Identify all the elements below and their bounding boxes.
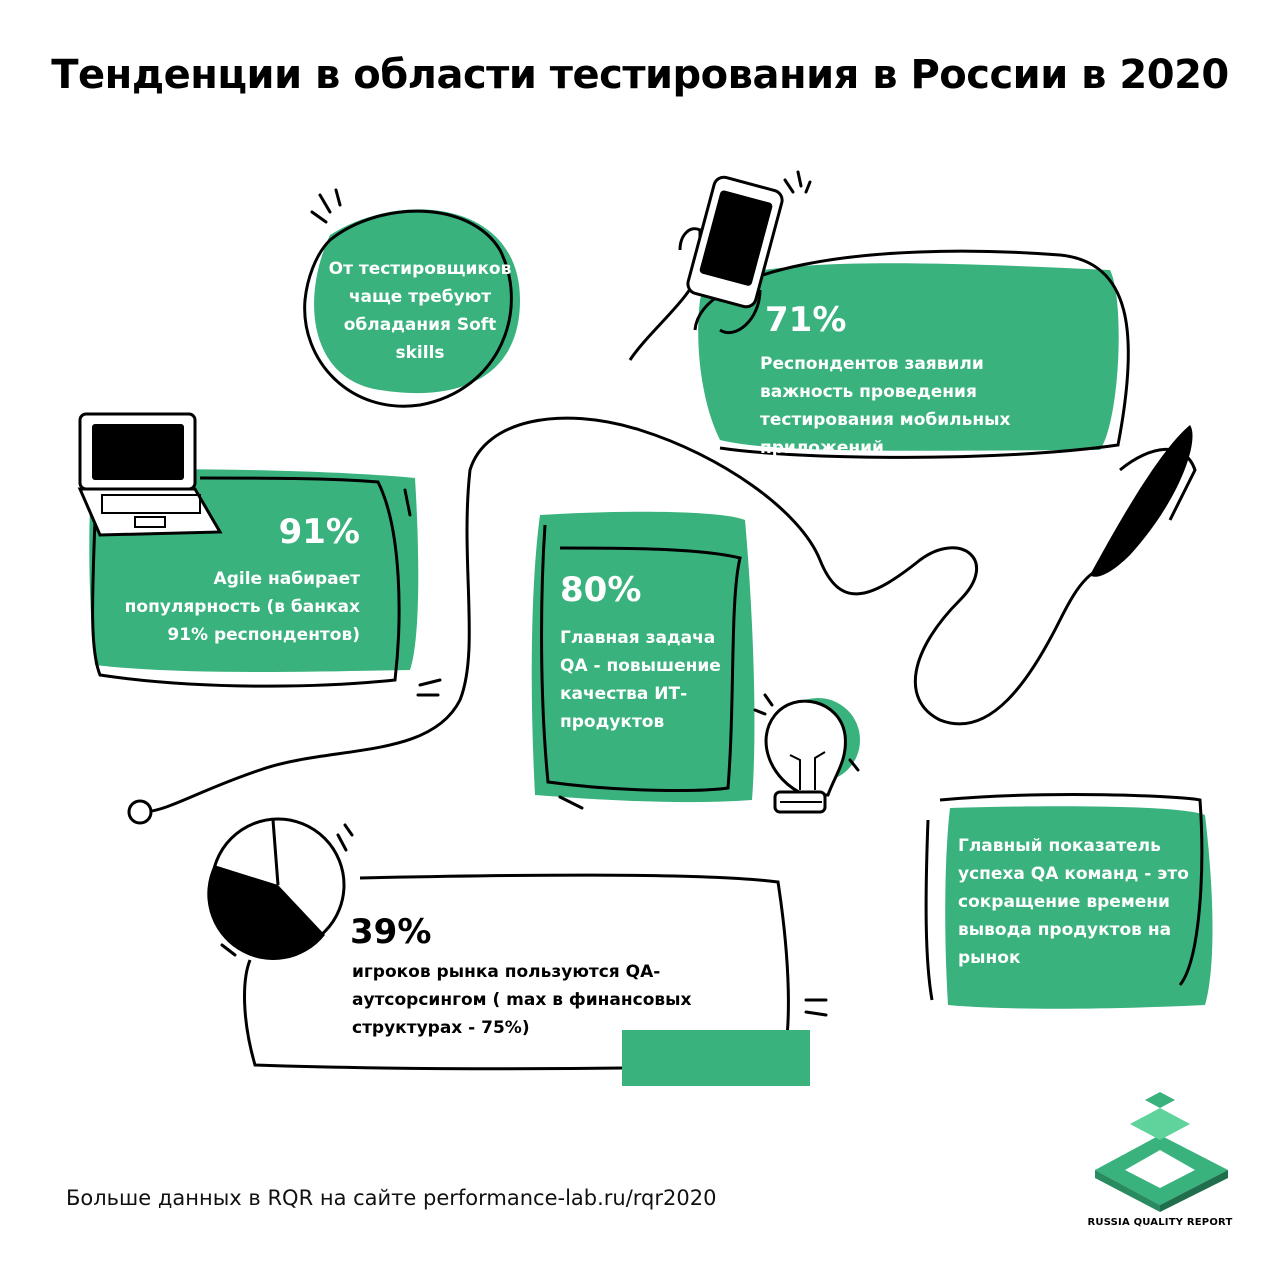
megaphone-lines-icon: [312, 190, 340, 222]
agile-percent: 91%: [278, 512, 360, 552]
soft-skills-text: От тестировщиков чаще требуют обладания Soft skills: [328, 259, 512, 363]
path-end-dot: [129, 801, 151, 823]
agile-card: [80, 414, 440, 695]
time-to-market-text: Главный показатель успеха QA команд - это сокращение времени вывода продуктов на рынок: [958, 836, 1189, 968]
logo-caption: RUSSIA QUALITY REPORT: [1087, 1217, 1233, 1228]
rqr-logo-icon: [1095, 1092, 1228, 1212]
quality-text: Главная задача QA - повышение качества ИТ-продуктов: [560, 628, 721, 732]
outsourcing-text: игроков рынка пользуются QA-аутсорсингом ( max в финансовых структурах - 75%): [352, 962, 692, 1038]
quality-percent: 80%: [560, 570, 642, 610]
mobile-text: Респондентов заявили важность проведения тестирования мобильных приложений: [760, 354, 1011, 458]
footer-source-text: Больше данных в RQR на сайте performance-lab.ru/rqr2020: [66, 1186, 717, 1210]
page-title: Тенденции в области тестирования в России в 2020: [51, 52, 1229, 98]
mobile-percent: 71%: [765, 300, 847, 340]
outsourcing-percent: 39%: [350, 912, 432, 952]
outsourcing-card: [207, 819, 826, 1086]
agile-text: Agile набирает популярность (в банках 91% респондентов): [124, 569, 360, 645]
